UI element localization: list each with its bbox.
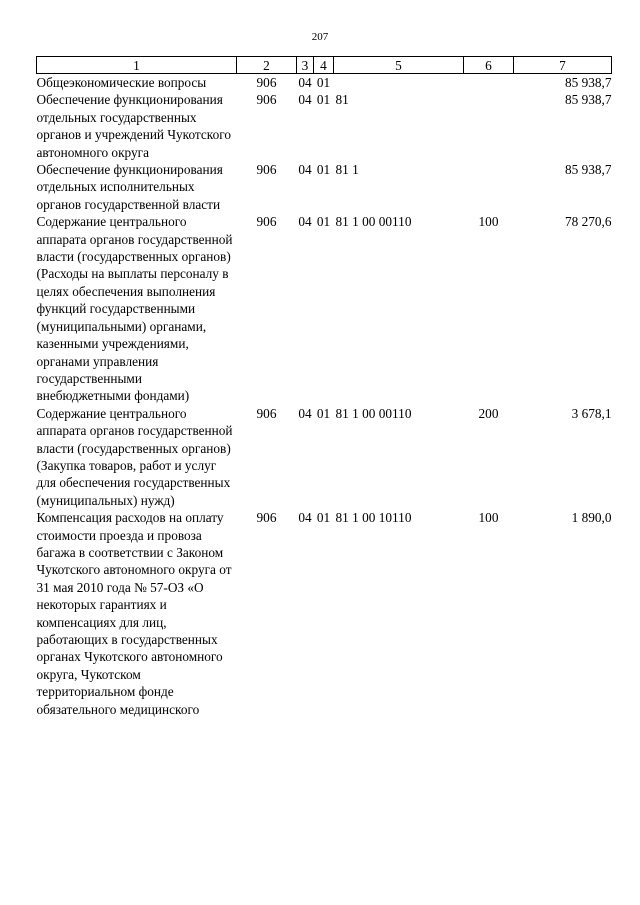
target-article-cell: 81 1 <box>335 162 359 178</box>
row-name-cell: Содержание центрального аппарата органов государственной власти (государственных органов) (Расходы на выплаты персоналу в целях обеспечения выполнения функций государственными (муниципальными) органами, казенными учреждениями, органами управления государственными внебюджетными фондами) <box>36 214 233 404</box>
ministry-code-cell: 906 <box>256 510 277 526</box>
section-cell: 04 <box>298 214 312 230</box>
table-row <box>37 405 612 509</box>
table-row <box>37 161 612 213</box>
amount-cell: 85 938,7 <box>564 75 612 90</box>
column-header-1: 1 <box>37 57 237 74</box>
expense-type-cell <box>464 161 514 213</box>
row-name-cell: Компенсация расходов на оплату стоимости проезда и провоза багажа в соответствии с Законом Чукотского автономного округа от 31 мая 2010 года № 57-ОЗ «О некоторых гарантиях и компенсациях для лиц, работающих в государственных органах Чукотского автономного округа, Чукотском территориальном фонде обязательного медицинского <box>36 510 232 717</box>
ministry-code-cell: 906 <box>256 405 277 421</box>
target-article-cell: 81 1 00 00110 <box>335 405 412 421</box>
target-article-cell <box>334 74 464 92</box>
subsection-cell: 01 <box>316 92 331 108</box>
budget-table <box>36 56 612 718</box>
expense-type-cell <box>464 74 514 92</box>
target-article-cell: 81 <box>335 92 349 108</box>
section-cell: 04 <box>298 92 312 108</box>
table-row <box>37 91 612 161</box>
row-name-cell: Общеэкономические вопросы <box>36 75 207 90</box>
page-number: 207 <box>311 31 329 43</box>
column-header-7: 7 <box>514 57 612 74</box>
subsection-cell: 01 <box>316 162 331 178</box>
section-cell: 04 <box>298 162 312 178</box>
section-cell: 04 <box>298 405 312 421</box>
expense-type-cell: 100 <box>478 214 499 230</box>
column-header-3: 3 <box>297 57 314 74</box>
section-cell: 04 <box>298 75 312 90</box>
target-article-cell: 81 1 00 00110 <box>335 214 412 230</box>
expense-type-cell: 100 <box>478 510 499 526</box>
row-name-cell: Обеспечение функционирования отдельных государственных органов и учреждений Чукотского автономного округа <box>36 92 231 160</box>
ministry-code-cell: 906 <box>256 162 277 178</box>
amount-cell: 85 938,7 <box>564 92 612 108</box>
row-name-cell: Содержание центрального аппарата органов государственной власти (государственных органов) (Закупка товаров, работ и услуг для обеспечения государственных (муниципальных) нужд) <box>36 405 233 508</box>
amount-cell: 78 270,6 <box>564 214 612 230</box>
column-header-6: 6 <box>464 57 514 74</box>
subsection-cell: 01 <box>316 75 331 90</box>
column-header-4: 4 <box>314 57 334 74</box>
ministry-code-cell: 906 <box>256 92 277 108</box>
ministry-code-cell: 906 <box>256 75 277 90</box>
amount-cell: 3 678,1 <box>571 405 612 421</box>
expense-type-cell: 200 <box>478 405 499 421</box>
target-article-cell: 81 1 00 10110 <box>335 510 412 526</box>
subsection-cell: 01 <box>316 510 331 526</box>
amount-cell: 85 938,7 <box>564 162 612 178</box>
column-header-2: 2 <box>237 57 297 74</box>
column-number-row <box>37 57 612 74</box>
ministry-code-cell: 906 <box>256 214 277 230</box>
subsection-cell: 01 <box>316 405 331 421</box>
expense-type-cell <box>464 91 514 161</box>
amount-cell: 1 890,0 <box>571 510 612 526</box>
table-row <box>37 74 612 92</box>
section-cell: 04 <box>298 510 312 526</box>
table-row <box>37 213 612 404</box>
table-row <box>37 509 612 718</box>
row-name-cell: Обеспечение функционирования отдельных исполнительных органов государственной власти <box>36 162 223 212</box>
column-header-5: 5 <box>334 57 464 74</box>
subsection-cell: 01 <box>316 214 331 230</box>
